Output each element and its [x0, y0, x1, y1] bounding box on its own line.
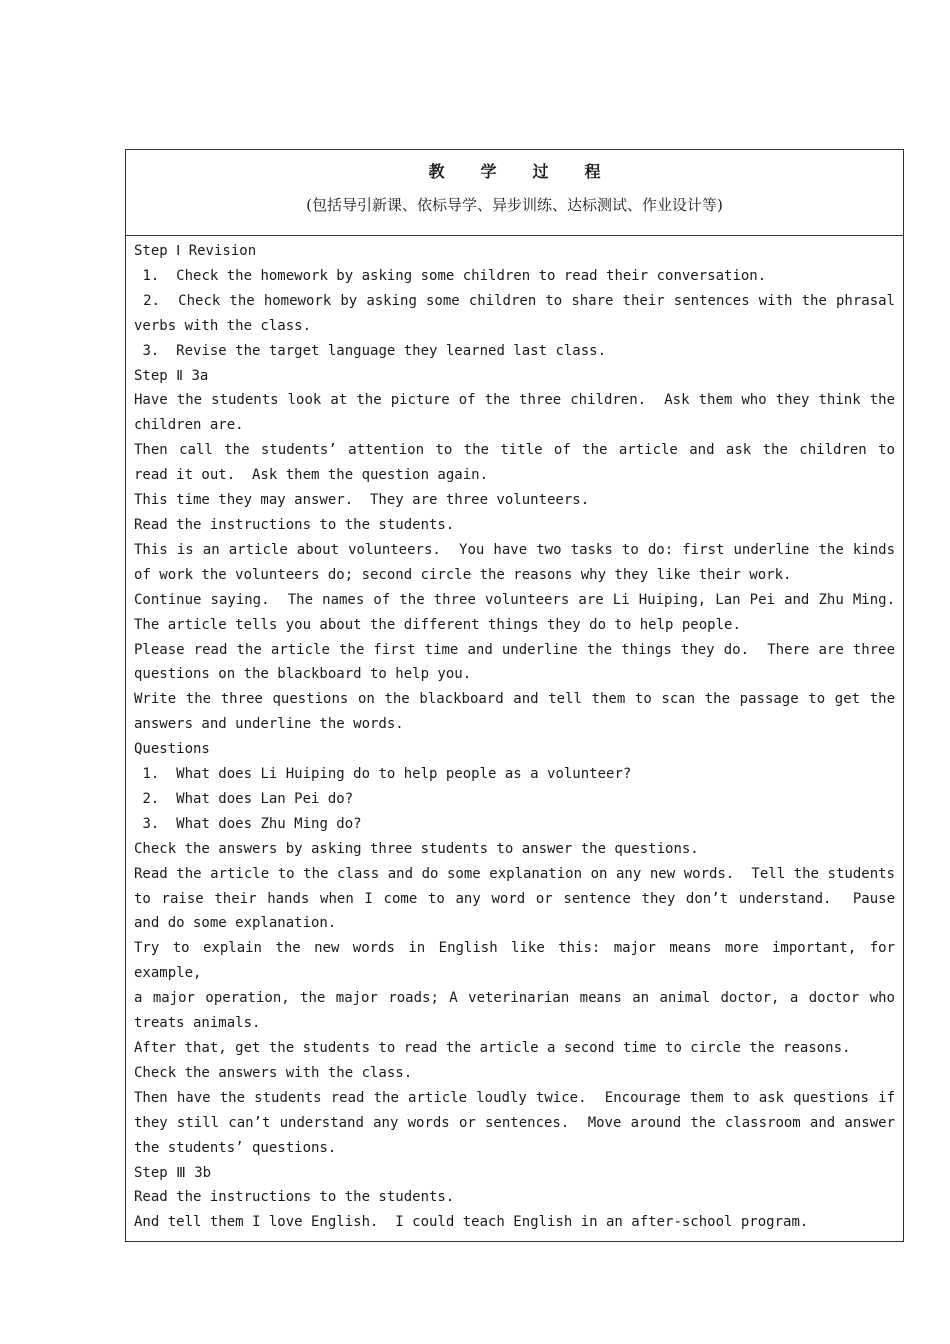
lesson-plan-table	[125, 149, 904, 1242]
lesson-content	[126, 236, 903, 1241]
content-line: Please read the article the first time and underline the things they do. There are three	[134, 641, 895, 658]
content-line: verbs with the class.	[134, 317, 312, 334]
content-line: And tell them I love English. I could teach English in an after-school program.	[134, 1214, 809, 1231]
content-line: Then have the students read the article loudly twice. Encourage them to ask questions if	[134, 1089, 895, 1106]
content-line: 3. What does Zhu Ming do?	[134, 815, 362, 832]
content-line: 2. Check the homework by asking some children to share their sentences with the phrasal	[134, 292, 895, 309]
content-line: This is an article about volunteers. You have two tasks to do: first underline the kinds	[134, 541, 895, 558]
content-line: Read the instructions to the students.	[134, 1189, 455, 1206]
content-line: Step Ⅱ 3a	[134, 367, 209, 384]
content-line: This time they may answer. They are three volunteers.	[134, 492, 590, 509]
content-line: answers and underline the words.	[134, 716, 404, 733]
content-line: Step Ⅰ Revision	[134, 243, 257, 259]
content-line: treats animals.	[134, 1015, 261, 1032]
content-line: Continue saying. The names of the three volunteers are Li Huiping, Lan Pei and Zhu Ming.	[134, 591, 895, 608]
content-line: questions on the blackboard to help you.	[134, 666, 472, 683]
content-line: Check the answers with the class.	[134, 1064, 413, 1081]
content-line: children are.	[134, 417, 244, 434]
page-subtitle: (包括导引新课、依标导学、异步训练、达标测试、作业设计等)	[306, 196, 723, 214]
content-line: Write the three questions on the blackboard and tell them to scan the passage to get the	[134, 691, 895, 708]
content-line: Then call the students’ attention to the title of the article and ask the children to	[134, 442, 895, 459]
content-line: The article tells you about the different things they do to help people.	[134, 616, 741, 633]
content-line: 3. Revise the target language they learned last class.	[134, 342, 607, 359]
content-line: to raise their hands when I come to any word or sentence they don’t understand. Pause	[134, 890, 895, 907]
content-line: Read the instructions to the students.	[134, 516, 455, 533]
content-line: 1. What does Li Huiping do to help people as a volunteer?	[134, 766, 632, 783]
content-line: the students’ questions.	[134, 1139, 337, 1156]
content-line: 2. What does Lan Pei do?	[134, 790, 354, 807]
content-line: they still can’t understand any words or sentences. Move around the classroom and answer	[134, 1114, 895, 1131]
content-line: Check the answers by asking three students to answer the questions.	[134, 840, 699, 857]
content-line: Step Ⅲ 3b	[134, 1164, 212, 1181]
content-line: Have the students look at the picture of the three children. Ask them who they think the	[134, 392, 895, 409]
content-line: Questions	[134, 741, 210, 758]
content-line: Try to explain the new words in English like this: major means more important, for example,	[134, 940, 904, 982]
content-line: After that, get the students to read the article a second time to circle the reasons.	[134, 1040, 851, 1056]
content-line: of work the volunteers do; second circle the reasons why they like their work.	[134, 566, 792, 583]
page-title: 教学过程	[428, 162, 637, 181]
content-line: read it out. Ask them the question again.	[134, 467, 489, 484]
table-header	[126, 150, 903, 236]
content-line: Read the article to the class and do some explanation on any new words. Tell the students	[134, 865, 895, 882]
content-line: 1. Check the homework by asking some children to read their conversation.	[134, 267, 767, 284]
content-line: a major operation, the major roads; A veterinarian means an animal doctor, a doctor who	[134, 990, 895, 1007]
content-line: and do some explanation.	[134, 915, 337, 932]
